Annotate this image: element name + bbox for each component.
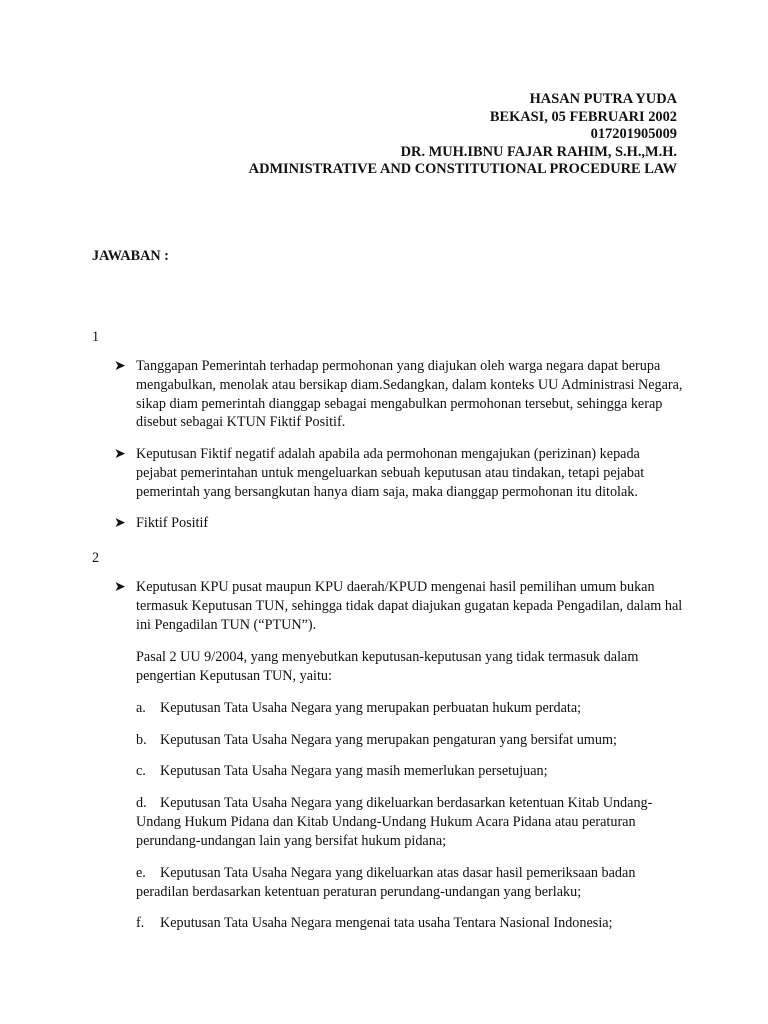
intro-paragraph: Pasal 2 UU 9/2004, yang menyebutkan keputusan-keputusan yang tidak termasuk dalam pengertian Keputusan TUN, yaitu: [136,649,639,684]
list-item-label: b. [136,732,147,748]
list-item-label: d. [136,795,147,811]
list-item-label: e. [136,865,146,881]
list-item [136,864,684,902]
list-item-text: Keputusan Tata Usaha Negara yang masih memerlukan persetujuan; [160,763,548,779]
section-number-1: 1 [92,329,100,345]
place-date: BEKASI, 05 FEBRUARI 2002 [489,108,677,125]
list-item-text: Keputusan Tata Usaha Negara yang dikeluarkan atas dasar hasil pemeriksaan badan peradilan berdasarkan ketentuan peraturan perundang-undangan yang berlaku; [136,865,636,900]
list-item [136,699,684,718]
section-number-2: 2 [92,550,100,566]
bullet-text: Keputusan Fiktif negatif adalah apabila ada permohonan mengajukan (perizinan) kepada pejabat pemerintahan untuk mengeluarkan sebuah keputusan atau tindakan, tetapi pejabat pemerintah yang bersangkutan hanya diam saja, maka dianggap permohonan itu ditolak. [136,446,645,500]
arrow-bullet-icon: ➤ [114,579,126,595]
list-item-text: Keputusan Tata Usaha Negara yang dikeluarkan berdasarkan ketentuan Kitab Undang-Undang Hukum Pidana dan Kitab Undang-Undang Hukum Acara Pidana atau peraturan perundang-undangan lain yang bersifat hukum pidana; [136,795,653,849]
bullet-text: Keputusan KPU pusat maupun KPU daerah/KPUD mengenai hasil pemilihan umum bukan termasuk Keputusan TUN, sehingga tidak dapat diajukan gugatan kepada Pengadilan, dalam hal ini Pengadilan TUN (“PTUN”). [136,579,683,633]
list-item [136,731,684,750]
arrow-bullet-icon: ➤ [114,358,126,374]
bullet-item [114,445,684,501]
list-item [136,914,684,933]
list-item [136,794,684,850]
author-name: HASAN PUTRA YUDA [529,91,677,107]
bullet-item [114,578,684,634]
list-item-text: Keputusan Tata Usaha Negara yang merupakan pengaturan yang bersifat umum; [160,732,617,748]
bullet-item [114,357,684,432]
list-item-label: f. [136,915,145,931]
lecturer-name: DR. MUH.IBNU FAJAR RAHIM, S.H.,M.H. [400,143,677,160]
list-item-label: a. [136,700,146,716]
student-id: 017201905009 [590,126,677,143]
arrow-bullet-icon: ➤ [114,515,126,531]
list-item-text: Keputusan Tata Usaha Negara mengenai tata usaha Tentara Nasional Indonesia; [160,915,613,931]
bullet-text: Tanggapan Pemerintah terhadap permohonan yang diajukan oleh warga negara dapat berupa mengabulkan, menolak atau bersikap diam.Sedangkan, dalam konteks UU Administrasi Negara, sikap diam pemerintah dianggap sebagai mengabulkan permohonan tersebut, sehingga kerap disebut sebagai KTUN Fiktif Positif. [136,358,683,431]
list-item-text: Keputusan Tata Usaha Negara yang merupakan perbuatan hukum perdata; [160,700,582,716]
answer-heading: JAWABAN : [92,248,169,264]
bullet-item [114,514,684,533]
document-header [249,91,677,179]
list-item-label: c. [136,763,146,779]
arrow-bullet-icon: ➤ [114,446,126,462]
bullet-text: Fiktif Positif [136,515,209,531]
list-item [136,762,684,781]
course-title: ADMINISTRATIVE AND CONSTITUTIONAL PROCEDURE LAW [248,161,677,178]
